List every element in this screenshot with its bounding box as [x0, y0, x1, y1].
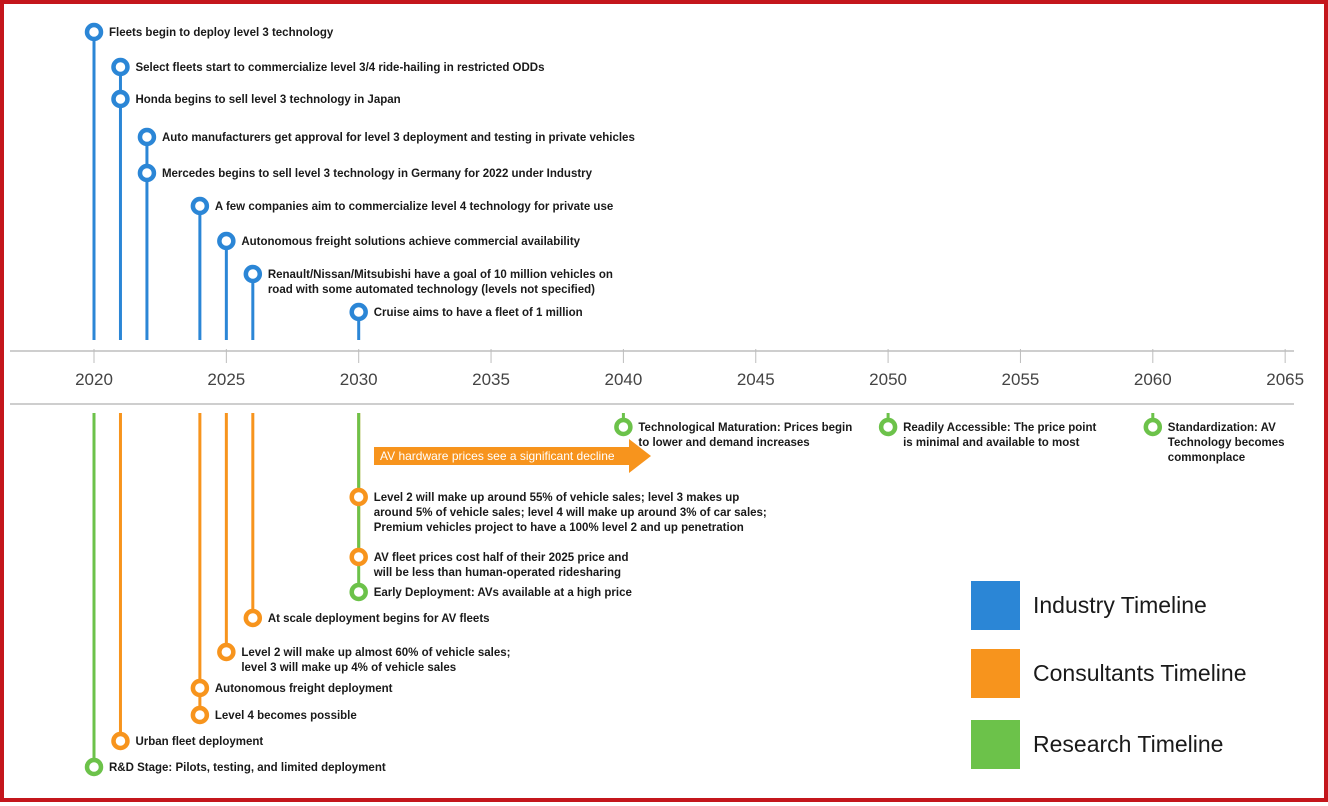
timeline-event	[140, 130, 635, 144]
timeline-event	[193, 199, 613, 213]
axis-tick-label: 2030	[339, 370, 378, 389]
axis-tick-label: 2045	[736, 370, 775, 389]
consultants-event-marker	[352, 490, 366, 504]
event-label: Premium vehicles project to have a 100% level 2 and up penetration	[373, 522, 744, 534]
timeline-event	[1146, 420, 1285, 464]
event-label: Auto manufacturers get approval for level 3 deployment and testing in private vehicles	[161, 132, 635, 144]
legend-label: Consultants Timeline	[1033, 660, 1247, 686]
event-label: level 3 will make up 4% of vehicle sales	[241, 662, 457, 674]
event-label: commonplace	[1167, 452, 1246, 464]
event-label: Level 4 becomes possible	[214, 710, 357, 722]
event-label: is minimal and available to most	[903, 437, 1080, 449]
event-label: Level 2 will make up almost 60% of vehicle sales;	[241, 647, 511, 659]
timeline-event	[352, 550, 629, 579]
legend-item-industry	[971, 581, 1207, 630]
axis-tick-label: 2060	[1133, 370, 1172, 389]
timeline-event	[87, 760, 386, 774]
industry-event-marker	[113, 60, 127, 74]
event-label: around 5% of vehicle sales; level 4 will make up around 3% of car sales;	[373, 507, 767, 519]
timeline-event	[616, 420, 852, 449]
event-label: road with some automated technology (levels not specified)	[267, 284, 595, 296]
year-axis	[10, 349, 1304, 404]
timeline-event	[352, 305, 583, 319]
axis-tick-label: 2020	[75, 370, 113, 389]
research-event-marker	[881, 420, 895, 434]
timeline-event	[193, 708, 357, 722]
event-label: Select fleets start to commercialize level 3/4 ride-hailing in restricted ODDs	[135, 62, 545, 74]
research-event-marker	[1146, 420, 1160, 434]
legend-swatch-industry	[971, 581, 1020, 630]
industry-event-marker	[140, 130, 154, 144]
event-label: Readily Accessible: The price point	[903, 422, 1097, 434]
price-decline-arrow	[374, 439, 651, 473]
event-label: Autonomous freight solutions achieve commercial availability	[241, 236, 581, 248]
axis-tick-label: 2035	[472, 370, 510, 389]
event-label: Standardization: AV	[1167, 422, 1276, 434]
industry-event-marker	[113, 92, 127, 106]
industry-event-marker	[193, 199, 207, 213]
industry-event-marker	[219, 234, 233, 248]
event-label: Renault/Nissan/Mitsubishi have a goal of 10 million vehicles on	[267, 269, 613, 281]
legend-swatch-research	[971, 720, 1020, 769]
legend-label: Research Timeline	[1033, 731, 1224, 757]
event-label: Honda begins to sell level 3 technology in Japan	[135, 94, 401, 106]
event-label: Technological Maturation: Prices begin	[638, 422, 853, 434]
axis-tick-label: 2055	[1001, 370, 1040, 389]
consultants-event-marker	[352, 550, 366, 564]
event-label: R&D Stage: Pilots, testing, and limited deployment	[109, 762, 386, 774]
industry-event-marker	[87, 25, 101, 39]
research-event-marker	[87, 760, 101, 774]
price-decline-arrow-text: AV hardware prices see a significant decline	[380, 449, 615, 463]
legend-label: Industry Timeline	[1033, 592, 1207, 618]
legend-item-research	[971, 720, 1223, 769]
research-event-marker	[352, 585, 366, 599]
timeline-event	[219, 234, 580, 248]
event-label: Autonomous freight deployment	[214, 683, 393, 695]
consultants-event-marker	[219, 645, 233, 659]
industry-event-marker	[140, 166, 154, 180]
event-label: Fleets begin to deploy level 3 technology	[109, 27, 334, 39]
timeline-event	[246, 267, 613, 296]
consultants-event-marker	[113, 734, 127, 748]
timeline-event	[246, 611, 490, 625]
timeline-event	[140, 166, 593, 180]
event-label: Level 2 will make up around 55% of vehicle sales; level 3 makes up	[373, 492, 740, 504]
event-label: will be less than human-operated ridesharing	[373, 567, 622, 579]
timeline-event	[113, 92, 400, 106]
event-label: AV fleet prices cost half of their 2025 price and	[373, 552, 629, 564]
axis-tick-label: 2050	[869, 370, 908, 389]
timeline-event	[87, 25, 334, 39]
event-label: Mercedes begins to sell level 3 technology in Germany for 2022 under Industry	[161, 168, 593, 180]
consultants-event-marker	[246, 611, 260, 625]
legend	[971, 581, 1247, 769]
timeline-event	[193, 681, 393, 695]
axis-tick-label: 2025	[207, 370, 246, 389]
consultants-event-marker	[193, 681, 207, 695]
industry-event-marker	[352, 305, 366, 319]
axis-tick-label: 2040	[604, 370, 643, 389]
axis-tick-label: 2065	[1266, 370, 1305, 389]
timeline-event	[219, 645, 510, 674]
event-label: to lower and demand increases	[638, 437, 810, 449]
legend-item-consultants	[971, 649, 1247, 698]
event-label: A few companies aim to commercialize level 4 technology for private use	[214, 201, 614, 213]
consultants-event-marker	[193, 708, 207, 722]
event-label: Early Deployment: AVs available at a high price	[373, 587, 632, 599]
industry-event-marker	[246, 267, 260, 281]
timeline-event	[881, 420, 1096, 449]
av-timeline-diagram	[4, 4, 1328, 806]
event-label: Urban fleet deployment	[135, 736, 264, 748]
timeline-event	[113, 734, 263, 748]
timeline-event	[352, 490, 767, 534]
event-label: Technology becomes	[1167, 437, 1285, 449]
event-label: At scale deployment begins for AV fleets	[267, 613, 490, 625]
legend-swatch-consultants	[971, 649, 1020, 698]
timeline-event	[352, 585, 632, 599]
research-event-marker	[616, 420, 630, 434]
event-label: Cruise aims to have a fleet of 1 million	[373, 307, 583, 319]
timeline-event	[113, 60, 544, 74]
